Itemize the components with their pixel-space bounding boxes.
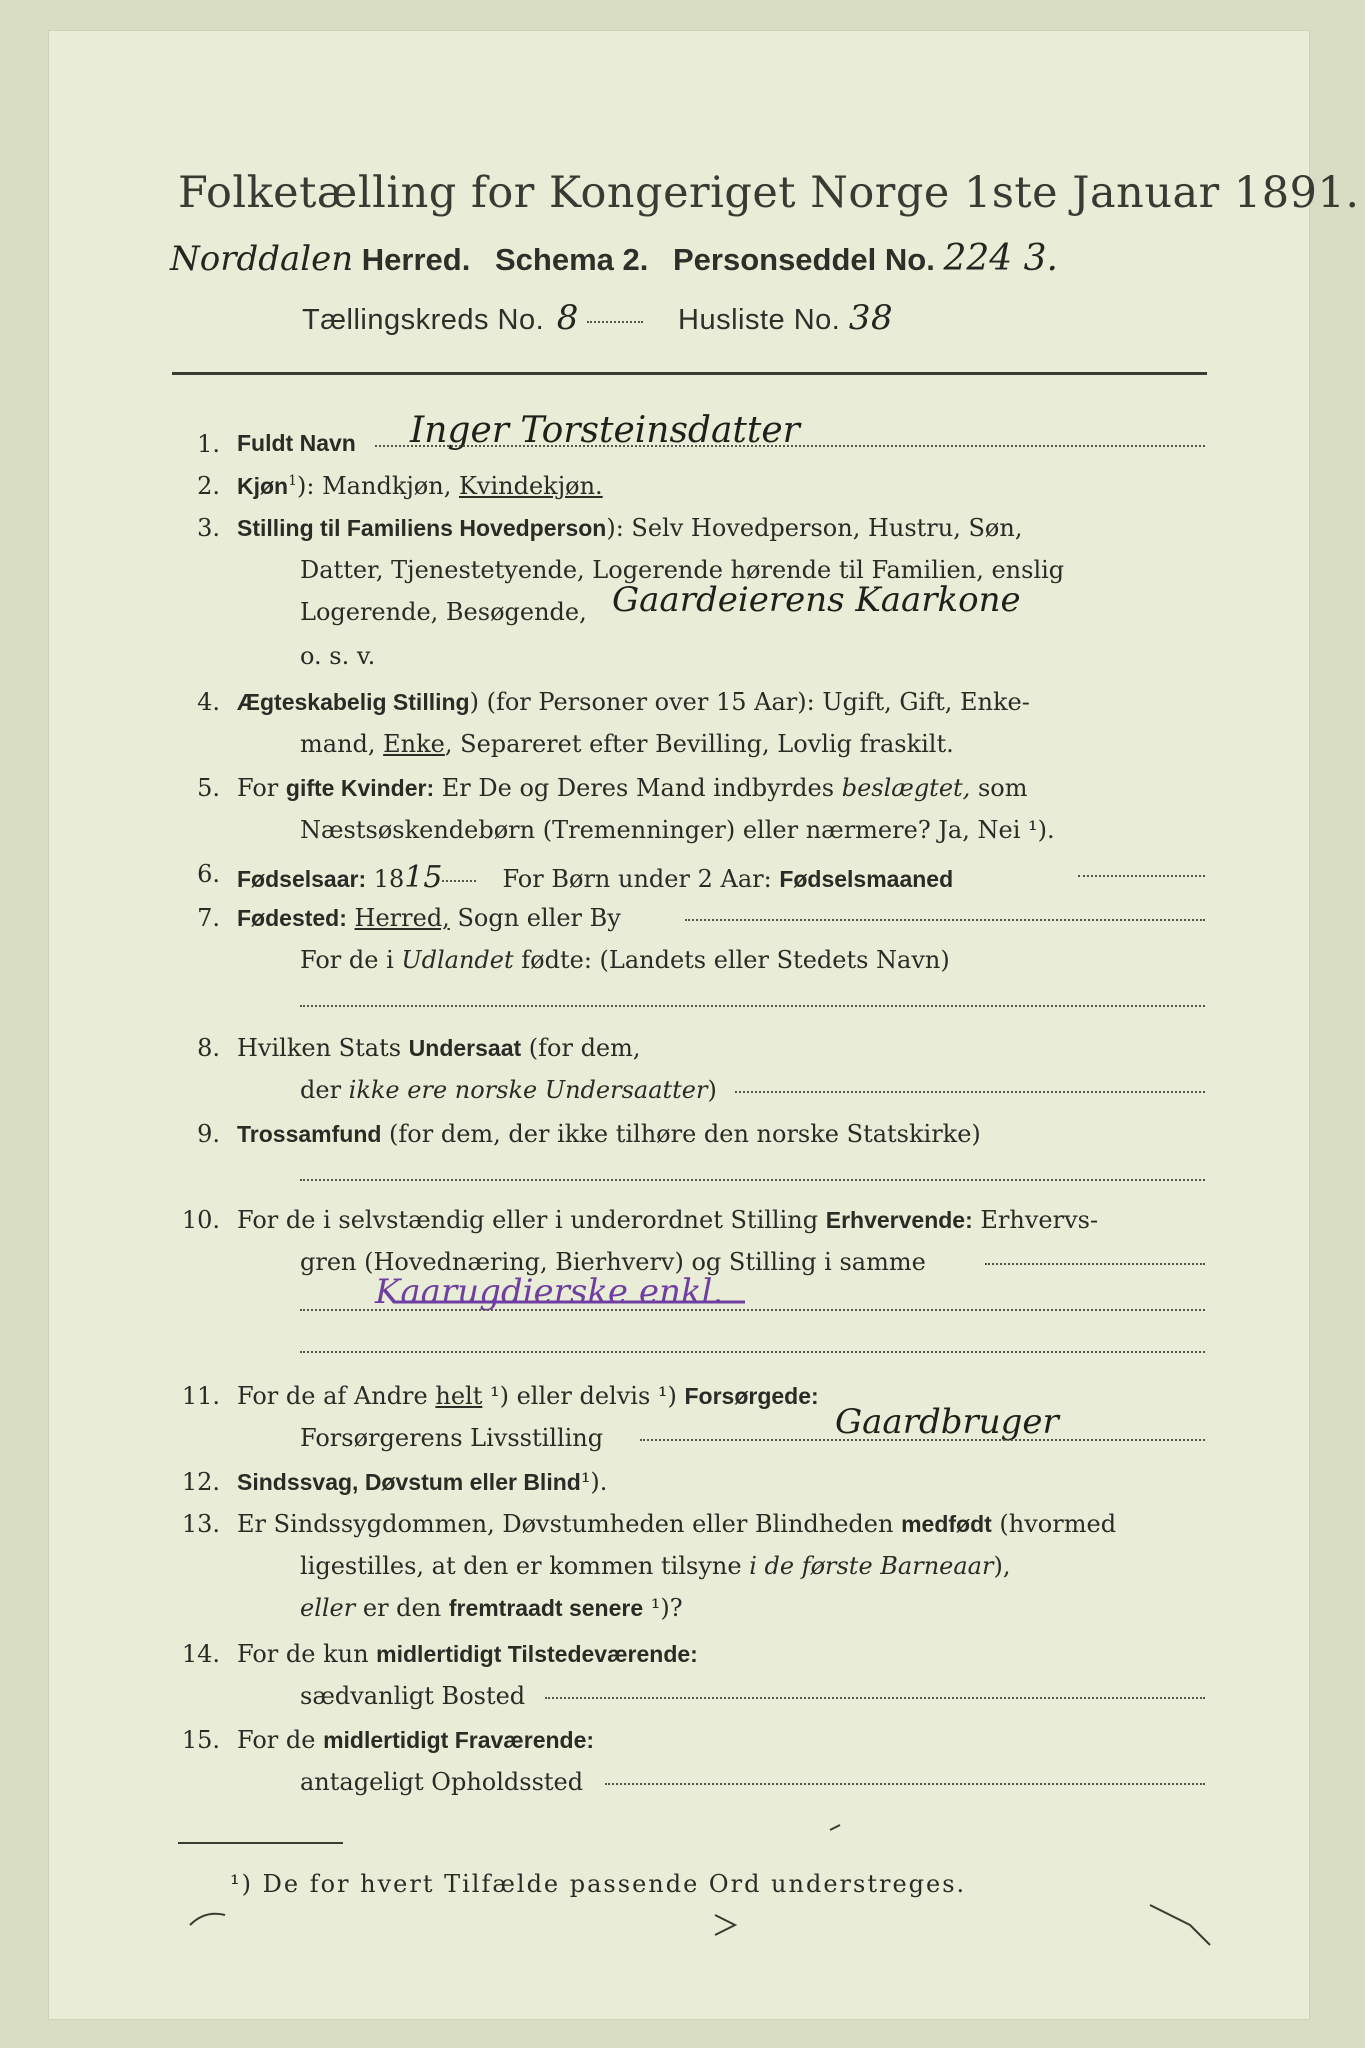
item-text: For de kun — [237, 1640, 377, 1668]
item-number: 12. — [181, 1468, 220, 1496]
item-text: ): Mandkjøn, — [297, 472, 459, 500]
item-text: For de i — [300, 946, 402, 974]
item-label: Trossamfund — [237, 1121, 382, 1147]
herred-label: Herred. — [361, 242, 471, 277]
item-text: Er Sindssygdommen, Døvstumheden eller Blindheden — [237, 1510, 902, 1538]
husliste-value: 38 — [848, 298, 894, 338]
item-text: antageligt Opholdssted — [300, 1768, 584, 1796]
item-text: eller — [300, 1594, 356, 1622]
item-text: ) (for Personer over 15 Aar): Ugift, Gift, Enke- — [469, 688, 1030, 716]
selected-option: helt — [435, 1382, 483, 1410]
item-label: Fødested: — [237, 905, 347, 931]
item-text: Forsørgerens Livsstilling — [300, 1424, 604, 1452]
selected-option: Kvindekjøn. — [458, 472, 603, 500]
item-text: som — [970, 774, 1028, 802]
birth-year-value: 15 — [404, 860, 443, 895]
item-label: Forsørgede: — [684, 1383, 819, 1409]
item-text: Sogn eller By — [449, 904, 621, 932]
item-text: Logerende, Besøgende, — [300, 598, 587, 626]
item-number: 6. — [197, 860, 220, 888]
item-text: der — [300, 1076, 349, 1104]
item-text: i de første Barneaar — [749, 1552, 994, 1580]
item-text: ¹) eller delvis ¹) — [482, 1382, 685, 1410]
selected-option: Enke — [383, 730, 445, 758]
taellingskreds-label: Tællingskreds No. — [302, 304, 545, 336]
item-text: sædvanligt Bosted — [300, 1682, 526, 1710]
item-label: medfødt — [901, 1511, 992, 1537]
item-label: Fuldt Navn — [237, 430, 356, 456]
herred-value: Norddalen — [170, 239, 354, 279]
item-label: Kjøn — [237, 473, 289, 499]
item-text: , Separeret efter Bevilling, Lovlig fraskilt. — [444, 730, 954, 758]
item-label: Sindssvag, Døvstum eller Blind — [237, 1469, 581, 1495]
item-number: 8. — [197, 1034, 220, 1062]
item-number: 13. — [181, 1510, 220, 1538]
item-number: 14. — [181, 1640, 220, 1668]
husliste-label: Husliste No. — [678, 304, 841, 336]
item-label: midlertidigt Tilstedeværende: — [376, 1641, 698, 1667]
item-text: ), — [993, 1552, 1011, 1580]
personseddel-label: Personseddel No. — [672, 242, 935, 277]
item-number: 9. — [197, 1120, 220, 1148]
item-label: fremtraadt senere — [448, 1595, 644, 1621]
item-text: Er De og Deres Mand indbyrdes — [434, 774, 842, 802]
item-label: Erhvervende: — [825, 1207, 973, 1233]
footnote-marker: 1 — [288, 473, 298, 489]
item-text: ligestilles, at den er kommen tilsyne — [300, 1552, 750, 1580]
personseddel-value: 224 3. — [943, 238, 1058, 279]
item-text: ): Selv Hovedperson, Hustru, Søn, — [606, 514, 1023, 542]
item-label: Fødselsmaaned — [779, 866, 954, 892]
item-number: 1. — [197, 430, 220, 458]
item-label: Fødselsaar: — [237, 866, 367, 892]
form-title: Folketælling for Kongeriget Norge 1ste Januar 1891. — [178, 168, 1360, 218]
item-text: mand, — [300, 730, 384, 758]
item-text: (for dem, — [521, 1034, 641, 1062]
item-number: 15. — [181, 1726, 220, 1754]
item-text: For de af Andre — [237, 1382, 436, 1410]
item-number: 2. — [197, 472, 220, 500]
item-text: ¹). — [580, 1468, 608, 1496]
item-text: 18 — [366, 865, 405, 893]
item-number: 5. — [197, 774, 220, 802]
item-text: o. s. v. — [300, 642, 376, 670]
item-text: fødte: (Landets eller Stedets Navn) — [513, 946, 950, 974]
position-value: Gaardeierens Kaarkone — [612, 580, 1021, 620]
item-text: beslægtet, — [841, 774, 971, 802]
item-text: Erhvervs- — [972, 1206, 1099, 1234]
item-number: 7. — [197, 904, 220, 932]
item-label: Stilling til Familiens Hovedperson — [237, 515, 607, 541]
item-text: (for dem, der ikke tilhøre den norske Statskirke) — [381, 1120, 981, 1148]
item-label: gifte Kvinder: — [285, 775, 435, 801]
item-text: For — [237, 774, 286, 802]
occupation-value: Kaarugdierske enkl. — [375, 1272, 724, 1312]
item-text: Datter, Tjenestetyende, Logerende hørende til Familien, enslig — [300, 556, 1065, 584]
item-label: Ægteskabelig Stilling — [237, 689, 470, 715]
item-text: Næstsøskendebørn (Tremenninger) eller nærmere? Ja, Nei ¹). — [300, 816, 1055, 844]
schema-label: Schema 2. — [494, 242, 649, 277]
item-number: 11. — [181, 1382, 220, 1410]
provider-occupation-value: Gaardbruger — [835, 1402, 1059, 1442]
item-text: For de — [237, 1726, 324, 1754]
item-text: (hvormed — [991, 1510, 1117, 1538]
item-text: ¹)? — [643, 1594, 683, 1622]
item-number: 10. — [181, 1206, 220, 1234]
item-label: Undersaat — [408, 1035, 522, 1061]
full-name-value: Inger Torsteinsdatter — [410, 410, 800, 451]
item-text: er den — [355, 1594, 449, 1622]
item-text: For de i selvstændig eller i underordnet Stilling — [237, 1206, 826, 1234]
item-number: 4. — [197, 688, 220, 716]
item-text: ) — [707, 1076, 717, 1104]
item-label: midlertidigt Fraværende: — [323, 1727, 595, 1753]
item-number: 3. — [197, 514, 220, 542]
footnote: ¹) De for hvert Tilfælde passende Ord understreges. — [230, 1870, 967, 1898]
item-text: Hvilken Stats — [237, 1034, 409, 1062]
item-text: ikke ere norske Undersaatter — [348, 1076, 708, 1104]
selected-option: Herred, — [354, 904, 450, 932]
taellingskreds-value: 8 — [556, 298, 579, 338]
item-text: Udlandet — [401, 946, 514, 974]
item-text: For Børn under 2 Aar: — [502, 865, 780, 893]
item-text: gren (Hovednæring, Bierhverv) og Stilling i samme — [300, 1248, 926, 1276]
